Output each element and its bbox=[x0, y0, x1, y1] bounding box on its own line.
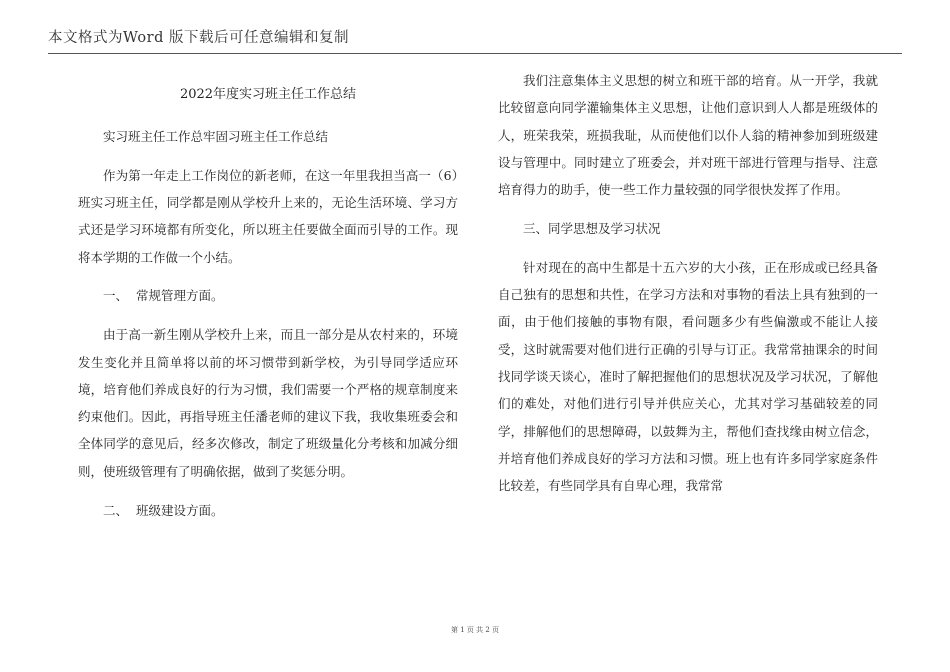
document-subtitle: 实习班主任工作总牢固习班主任工作总结 bbox=[103, 129, 329, 144]
routine-management-paragraph: 由于高一新生刚从学校升上来，而且一部分是从农村来的，环境发生变化并且简单将以前的坏习惯带到新学校，为引导同学适应环境，培育他们养成良好的行为习惯，我们需要一个严格的规章制度来约束他们。因此，再指导班主任潘老师的建议下我，我收集班委会和全体同学的意见后，经多次修改，制定了班级量化分考核和加减分细则，使班级管理有了明确依据，做到了奖惩分明。 bbox=[78, 327, 458, 479]
intro-paragraph: 作为第一年走上工作岗位的新老师，在这一年里我担当高一（6）班实习班主任，同学都是刚从学校升上来的，无论生活环境、学习方式还是学习环境都有所变化，所以班主任要做全面而引导的工作。现将本学期的工作做一个小结。 bbox=[78, 167, 458, 265]
page-header: 本文格式为Word 版下载后可任意编辑和复制 bbox=[48, 30, 349, 46]
document-title: 2022年度实习班主任工作总结 bbox=[179, 87, 357, 102]
section-heading-class-building: 二、 班级建设方面。 bbox=[103, 502, 224, 518]
header-divider bbox=[48, 53, 902, 54]
section-heading-routine-management: 一、 常规管理方面。 bbox=[103, 288, 224, 304]
right-column bbox=[498, 67, 878, 511]
left-column bbox=[78, 67, 458, 535]
student-thinking-paragraph: 针对现在的高中生都是十五六岁的大小孩，正在形成或已经具备自己独有的思想和共性，在学习方法和对事物的看法上具有独到的一面，由于他们接触的事物有限，看问题多少有些偏激或不能让人接受，这时就需要对他们进行正确的引导与订正。我常常抽课余的时间找同学谈天谈心，准时了解把握他们的思想状况及学习状况，了解他们的难处，对他们进行引导并供应关心，尤其对学习基础较差的同学，排解他们的思想障碍，以鼓舞为主，帮他们查找缘由树立信念，并培育他们养成良好的学习方法和习惯。班上也有许多同学家庭条件比较差，有些同学具有自卑心理，我常常 bbox=[498, 259, 878, 494]
page-number-footer: 第 1 页 共 2 页 bbox=[450, 626, 500, 634]
class-building-paragraph: 我们注意集体主义思想的树立和班干部的培育。从一开学，我就比较留意向同学灌输集体主义思想，让他们意识到人人都是班级体的人，班荣我荣，班损我耻，从而使他们以仆人翁的精神参加到班级建设与管理中。同时建立了班委会，并对班干部进行管理与指导、注意培育得力的助手，使一些工作力量较强的同学很快发挥了作用。 bbox=[498, 73, 878, 198]
section-heading-student-thinking: 三、同学思想及学习状况 bbox=[523, 220, 661, 236]
